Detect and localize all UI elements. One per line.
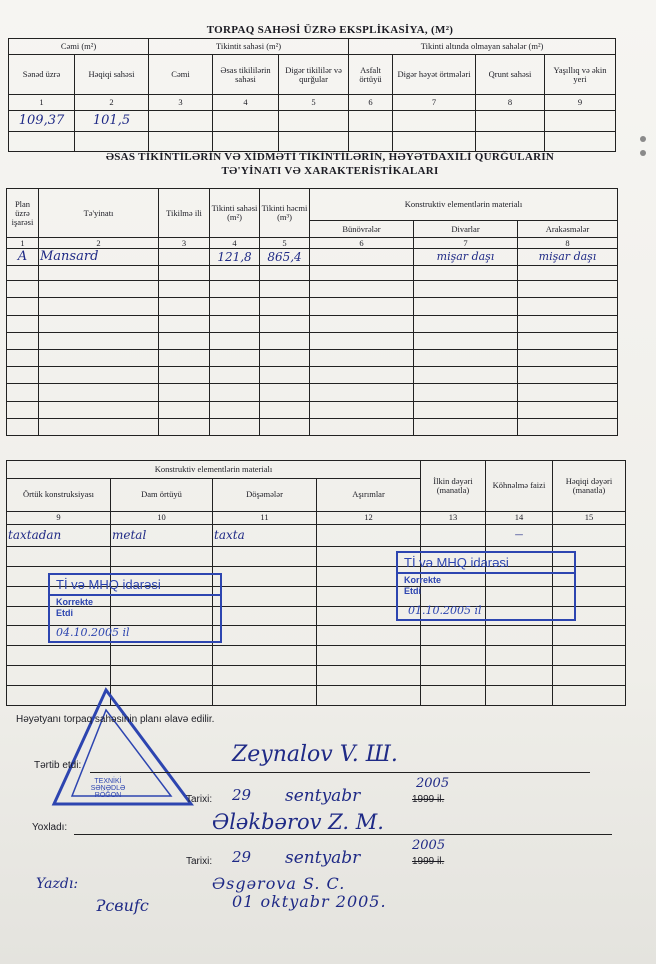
yoxladi-label: Yoxladı: <box>32 822 68 833</box>
empty-cell <box>414 367 518 384</box>
tertib-line <box>90 772 590 773</box>
empty-cell <box>159 332 210 349</box>
empty-cell <box>553 666 626 686</box>
empty-cell <box>414 350 518 367</box>
tarix-day-1: 29 <box>232 786 252 804</box>
row-ortuk: taxtadan <box>7 524 111 546</box>
empty-cell <box>9 131 75 151</box>
empty-cell <box>310 266 414 281</box>
yazdi-name: Əsgərova S. C. <box>212 874 346 893</box>
empty-cell <box>213 566 317 586</box>
empty-cell <box>7 350 39 367</box>
num-cell: 5 <box>260 238 310 249</box>
empty-cell <box>317 524 421 546</box>
stamp-etdi: Etdi <box>56 608 73 618</box>
seal-line: TEXNİKİ <box>94 778 122 785</box>
col-asfalt: Asfalt örtüyü <box>349 54 393 95</box>
row-kohnelme: — <box>486 524 553 546</box>
col-ortuk: Örtük konstruksiyası <box>7 478 111 511</box>
num-cell: 15 <box>553 511 626 524</box>
explication-title-unit: (M²) <box>431 24 454 36</box>
empty-cell <box>414 418 518 435</box>
stamp-etdi: Etdi <box>404 586 421 596</box>
empty-cell <box>421 686 486 706</box>
num-cell: 1 <box>7 238 39 249</box>
empty-cell <box>553 524 626 546</box>
explication-title-text: TORPAQ SAHƏSİ ÜZRƏ EKSPLİKASİYA, <box>206 24 428 36</box>
empty-cell <box>518 367 618 384</box>
empty-cell <box>210 350 260 367</box>
empty-cell <box>210 384 260 401</box>
empty-cell <box>545 111 616 131</box>
empty-cell <box>518 350 618 367</box>
empty-cell <box>393 111 476 131</box>
col-diger: Digər tikililər və qurğular <box>279 54 349 95</box>
empty-cell <box>210 266 260 281</box>
empty-cell <box>260 298 310 315</box>
col-arakesme: Arakəsmələr <box>518 221 618 238</box>
col-kohnelme: Köhnəlmə faizi <box>486 461 553 512</box>
empty-cell <box>518 298 618 315</box>
num-cell: 3 <box>149 95 213 111</box>
empty-cell <box>310 298 414 315</box>
col-qrunt: Qrunt sahəsi <box>476 54 545 95</box>
empty-cell <box>518 418 618 435</box>
buildings-table <box>6 188 618 436</box>
plan-note: Həyətyanı torpaq sahəsinin planı əlavə edilir. <box>16 714 215 725</box>
num-cell: 14 <box>486 511 553 524</box>
empty-cell <box>317 686 421 706</box>
empty-cell <box>213 131 279 151</box>
empty-cell <box>210 281 260 298</box>
empty-cell <box>310 350 414 367</box>
empty-cell <box>421 666 486 686</box>
empty-cell <box>310 367 414 384</box>
col-plan: Plan üzrə işarəsi <box>7 189 39 238</box>
stamp-office: Tİ və MHQ idarəsi <box>398 553 574 574</box>
empty-cell <box>213 547 317 567</box>
empty-cell <box>75 131 149 151</box>
correction-stamp-left <box>48 573 222 643</box>
empty-cell <box>349 111 393 131</box>
empty-cell <box>39 332 159 349</box>
num-cell: 4 <box>210 238 260 249</box>
empty-cell <box>414 298 518 315</box>
empty-cell <box>421 626 486 646</box>
empty-cell <box>518 384 618 401</box>
row-teyinat: Mansard <box>39 249 159 266</box>
empty-cell <box>260 418 310 435</box>
empty-cell <box>7 384 39 401</box>
empty-cell <box>310 401 414 418</box>
header-tikinti-altinda: Tikinti altında olmayan sahələr (m²) <box>349 39 616 55</box>
row-dam: metal <box>111 524 213 546</box>
buildings-subtitle: TƏ'YİNATI VƏ XARAKTERİSTİKALARI <box>221 165 439 177</box>
empty-cell <box>39 298 159 315</box>
empty-cell <box>7 315 39 332</box>
col-doseme: Döşəmələr <box>213 478 317 511</box>
col-divar: Divarlar <box>414 221 518 238</box>
tarix-year-hand-2: 2005 <box>412 838 446 853</box>
empty-cell <box>111 646 213 666</box>
empty-cell <box>7 401 39 418</box>
empty-cell <box>7 418 39 435</box>
header-konstruktiv-2: Konstruktiv elementlərin materialı <box>7 461 421 479</box>
header-tikinti: Tikintit sahəsi (m²) <box>149 39 349 55</box>
empty-cell <box>414 401 518 418</box>
triangle-seal-text <box>78 778 138 799</box>
col-teyinat: Tə'yinatı <box>39 189 159 238</box>
empty-cell <box>349 131 393 151</box>
buildings-title: ƏSAS TİKİNTİLƏRİN VƏ XİDMƏTİ TİKİNTİLƏRİN, HƏYƏTDAXİLİ QURĞULARIN <box>105 151 555 163</box>
empty-cell <box>210 332 260 349</box>
num-cell: 12 <box>317 511 421 524</box>
empty-cell <box>159 298 210 315</box>
col-esas: Əsas tikililərin sahəsi <box>213 54 279 95</box>
num-cell: 10 <box>111 511 213 524</box>
punch-hole-icon <box>640 136 646 142</box>
empty-cell <box>159 249 210 266</box>
col-sened: Sənəd üzrə <box>9 54 75 95</box>
stamp-korrekte: Korrekte <box>56 597 94 607</box>
land-explication-table <box>8 38 616 152</box>
empty-cell <box>213 626 317 646</box>
col-heqiqi-deyer: Həqiqi dəyəri (manatla) <box>553 461 626 512</box>
empty-cell <box>317 666 421 686</box>
empty-cell <box>159 266 210 281</box>
num-cell: 6 <box>349 95 393 111</box>
tarix-day-2: 29 <box>232 848 252 866</box>
empty-cell <box>39 367 159 384</box>
stamp-korrekte: Korrekte <box>404 575 442 585</box>
tarix-label-2: Tarixi: <box>186 856 213 867</box>
empty-cell <box>317 646 421 666</box>
empty-cell <box>7 646 111 666</box>
row-hecm: 865,4 <box>260 249 310 266</box>
empty-cell <box>111 547 213 567</box>
stamp-office: Tİ və MHQ idarəsi <box>50 575 220 596</box>
stamp-date: 04.10.2005 il <box>56 626 130 639</box>
empty-cell <box>414 384 518 401</box>
seal-line: SƏNƏDLƏ <box>90 785 126 792</box>
header-konstruktiv: Konstruktiv elementlərin materialı <box>310 189 618 221</box>
empty-cell <box>553 626 626 646</box>
yazdi-signature: Ɂсвиfc <box>96 896 149 915</box>
empty-cell <box>210 401 260 418</box>
empty-cell <box>310 332 414 349</box>
col-yasil: Yaşıllıq və əkin yeri <box>545 54 616 95</box>
empty-cell <box>213 606 317 626</box>
empty-cell <box>486 626 553 646</box>
num-cell: 2 <box>75 95 149 111</box>
row-arakesme: mişar daşı <box>518 249 618 266</box>
num-cell: 9 <box>545 95 616 111</box>
num-cell: 3 <box>159 238 210 249</box>
tarix-month-1: sentyabr <box>285 786 361 806</box>
empty-cell <box>260 401 310 418</box>
col-heqiqi: Həqiqi sahəsi <box>75 54 149 95</box>
empty-cell <box>7 332 39 349</box>
tarix-month-2: sentyabr <box>285 848 361 868</box>
empty-cell <box>213 666 317 686</box>
col-hecm: Tikinti həcmi (m³) <box>260 189 310 238</box>
col-bunovre: Bünövrələr <box>310 221 414 238</box>
empty-cell <box>317 626 421 646</box>
tarix-year-hand-1: 2005 <box>416 776 450 791</box>
num-cell: 6 <box>310 238 414 249</box>
empty-cell <box>260 332 310 349</box>
empty-cell <box>414 332 518 349</box>
empty-cell <box>159 418 210 435</box>
header-cemi: Cəmi (m²) <box>9 39 149 55</box>
empty-cell <box>210 418 260 435</box>
num-cell: 4 <box>213 95 279 111</box>
row-divar: mişar daşı <box>414 249 518 266</box>
empty-cell <box>7 547 111 567</box>
empty-cell <box>279 131 349 151</box>
empty-cell <box>260 266 310 281</box>
empty-cell <box>553 646 626 666</box>
empty-cell <box>545 131 616 151</box>
yoxladi-signature-name: Ələkbərov Z. M. <box>212 810 384 834</box>
empty-cell <box>149 131 213 151</box>
empty-cell <box>39 266 159 281</box>
col-ilkin: İlkin dəyəri (manatla) <box>421 461 486 512</box>
empty-cell <box>260 350 310 367</box>
explication-title <box>150 24 510 36</box>
row-sahe: 121,8 <box>210 249 260 266</box>
empty-cell <box>518 281 618 298</box>
empty-cell <box>310 281 414 298</box>
empty-cell <box>159 384 210 401</box>
empty-cell <box>213 686 317 706</box>
col-tikilme: Tikilmə ili <box>159 189 210 238</box>
col-diger-heyet: Digər həyət örtmələri <box>393 54 476 95</box>
empty-cell <box>476 111 545 131</box>
empty-cell <box>518 315 618 332</box>
empty-cell <box>210 367 260 384</box>
empty-cell <box>210 298 260 315</box>
empty-cell <box>486 686 553 706</box>
correction-stamp-right <box>396 551 576 621</box>
empty-cell <box>7 266 39 281</box>
empty-cell <box>39 281 159 298</box>
empty-cell <box>518 401 618 418</box>
num-cell: 8 <box>518 238 618 249</box>
empty-cell <box>210 315 260 332</box>
empty-cell <box>213 586 317 606</box>
empty-cell <box>421 524 486 546</box>
tertib-label: Tərtib etdi: <box>34 760 82 771</box>
num-cell: 5 <box>279 95 349 111</box>
empty-cell <box>553 686 626 706</box>
empty-cell <box>7 281 39 298</box>
empty-cell <box>414 266 518 281</box>
empty-cell <box>393 131 476 151</box>
yazdi-date: 01 oktyabr 2005. <box>232 892 387 911</box>
empty-cell <box>213 646 317 666</box>
empty-cell <box>260 281 310 298</box>
empty-cell <box>421 646 486 666</box>
empty-cell <box>518 332 618 349</box>
tarix-year-print-2: 1999 il. <box>412 856 445 867</box>
empty-cell <box>414 315 518 332</box>
col-dam: Dam örtüyü <box>111 478 213 511</box>
empty-cell <box>111 666 213 686</box>
stamp-date: 01.10.2005 il <box>408 604 482 617</box>
num-cell: 7 <box>393 95 476 111</box>
empty-cell <box>7 666 111 686</box>
tarix-label-1: Tarixi: <box>186 794 213 805</box>
col-cemi: Cəmi <box>149 54 213 95</box>
yoxladi-line <box>74 834 612 835</box>
empty-cell <box>159 401 210 418</box>
num-cell: 11 <box>213 511 317 524</box>
value-heqiqi: 101,5 <box>75 111 149 131</box>
empty-cell <box>7 298 39 315</box>
empty-cell <box>39 350 159 367</box>
row-doseme: taxta <box>213 524 317 546</box>
empty-cell <box>260 384 310 401</box>
tarix-year-print-1: 1999 il. <box>412 794 445 805</box>
yazdi-label: Yazdı: <box>36 876 79 892</box>
empty-cell <box>310 418 414 435</box>
empty-cell <box>159 367 210 384</box>
empty-cell <box>486 646 553 666</box>
num-cell: 9 <box>7 511 111 524</box>
num-cell: 1 <box>9 95 75 111</box>
tertib-signature-name: Zeynalov V. Ш. <box>232 742 398 767</box>
empty-cell <box>213 111 279 131</box>
row-plan: A <box>7 249 39 266</box>
seal-line: RÖĞON <box>94 792 122 799</box>
empty-cell <box>260 367 310 384</box>
col-asirim: Aşırımlar <box>317 478 421 511</box>
col-sahe: Tikinti sahəsi (m²) <box>210 189 260 238</box>
empty-cell <box>159 350 210 367</box>
empty-cell <box>159 315 210 332</box>
empty-cell <box>39 401 159 418</box>
empty-cell <box>310 315 414 332</box>
empty-cell <box>486 666 553 686</box>
empty-cell <box>518 266 618 281</box>
num-cell: 8 <box>476 95 545 111</box>
empty-cell <box>39 384 159 401</box>
num-cell: 7 <box>414 238 518 249</box>
empty-cell <box>149 111 213 131</box>
value-sened: 109,37 <box>9 111 75 131</box>
empty-cell <box>310 249 414 266</box>
num-cell: 13 <box>421 511 486 524</box>
empty-cell <box>7 367 39 384</box>
empty-cell <box>39 315 159 332</box>
punch-hole-icon <box>640 150 646 156</box>
empty-cell <box>414 281 518 298</box>
empty-cell <box>260 315 310 332</box>
empty-cell <box>476 131 545 151</box>
empty-cell <box>310 384 414 401</box>
empty-cell <box>159 281 210 298</box>
empty-cell <box>279 111 349 131</box>
num-cell: 2 <box>39 238 159 249</box>
empty-cell <box>39 418 159 435</box>
